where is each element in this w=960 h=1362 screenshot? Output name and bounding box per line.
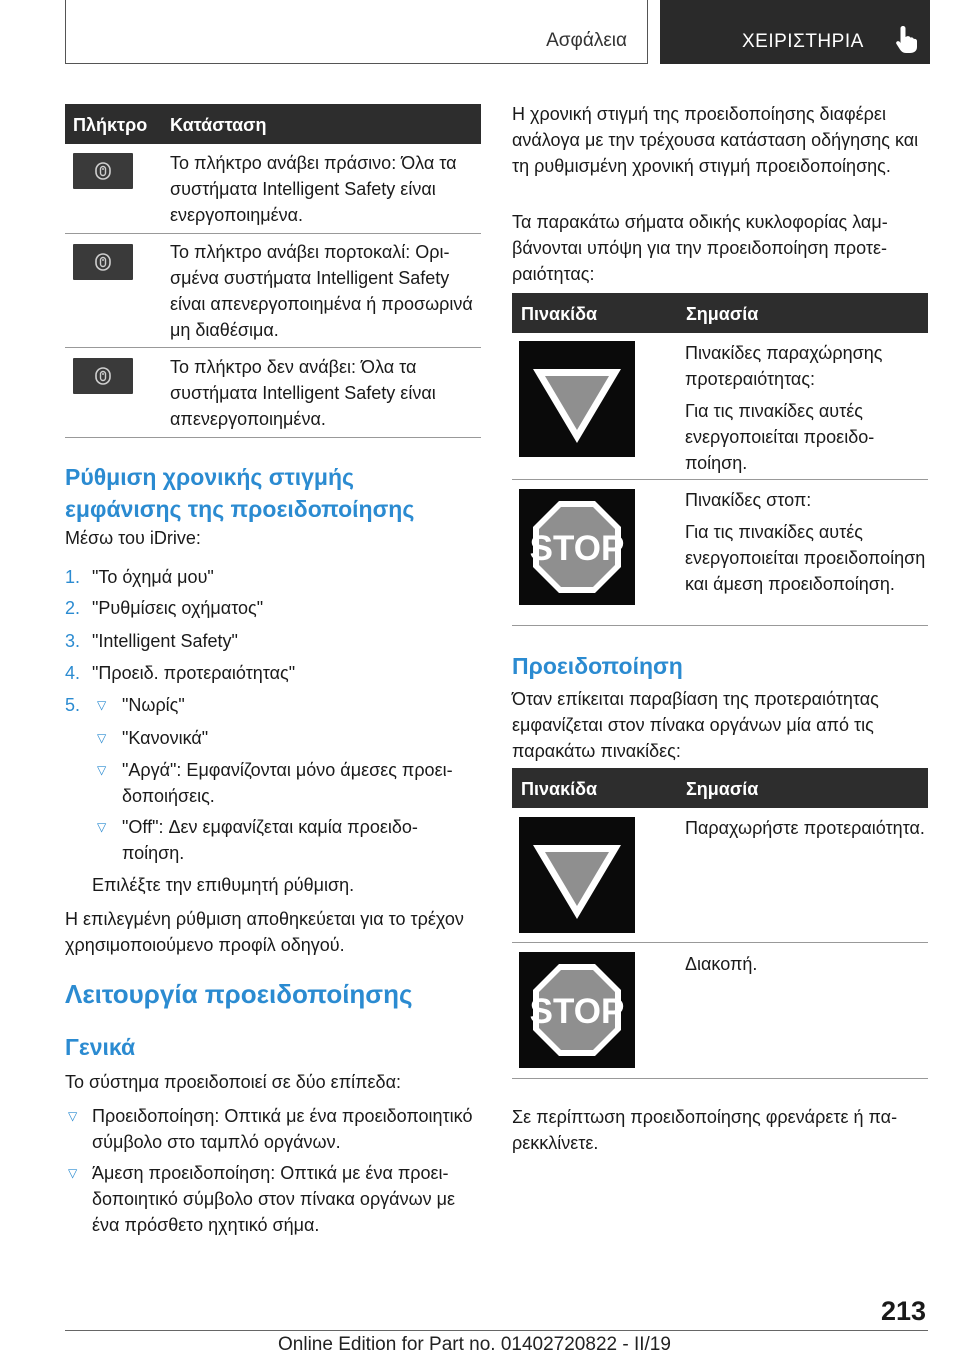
yield-sign-icon: [519, 817, 635, 933]
bullet-triangle-icon: ▽: [68, 1166, 78, 1180]
heading-warning: Προειδοποίηση: [512, 653, 683, 679]
signs-intro-text: Τα παρακάτω σήματα οδικής κυκλοφορίας λαμβάνονται υπόψη για την προειδοποίηση προτεραιότητας:: [512, 212, 888, 284]
step-number: 4.: [65, 663, 81, 683]
saved-profile-text: Η επιλεγμένη ρύθμιση αποθηκεύεται για το τρέχον χρησιμοποιούμενο προφίλ οδηγού.: [65, 909, 464, 955]
list-item: [65, 814, 481, 866]
sign-meaning-text: Παραχωρήστε προτεραιότητα.: [685, 818, 925, 838]
brake-advice-text: Σε περίπτωση προειδοποίησης φρενάρετε ή παρεκκλίνετε.: [512, 1107, 898, 1153]
levels-intro-text: Το σύστημα προειδοποιεί σε δύο επίπεδα:: [65, 1072, 401, 1092]
column-header-meaning: Σημασία: [686, 304, 759, 324]
heading-general: Γενικά: [65, 1034, 136, 1060]
bullet-triangle-icon: ▽: [68, 1109, 78, 1123]
column-header-button: Πλήκτρο: [73, 115, 148, 135]
button-state-text: Το πλήκτρο ανάβει πορτοκαλί: Ορισμένα συστήματα Intelligent Safety είναι απενεργοποιημένα ή προσωρινά μη διαθέσιμα.: [170, 242, 473, 340]
bullet-triangle-icon: ▽: [97, 820, 107, 834]
column-header-sign: Πινακίδα: [521, 304, 598, 324]
stop-sign-text: STOP: [529, 992, 625, 1031]
sign-meaning-text: Για τις πινακίδες αυτές ενεργοποιείται προειδοποίηση.: [685, 401, 875, 473]
button-state-text: Το πλήκτρο δεν ανάβει: Όλα τα συστήματα Intelligent Safety είναι απενεργοποιημένα.: [170, 357, 436, 429]
bullet-triangle-icon: ▽: [97, 763, 107, 777]
bullet-triangle-icon: ▽: [97, 698, 107, 712]
list-item: [65, 757, 481, 809]
via-idrive-text: Μέσω του iDrive:: [65, 528, 201, 548]
heading-warning-timing: Ρύθμιση χρονικής στιγμής εμφάνισης της προειδοποίησης: [65, 464, 415, 522]
warning-intro-text: Όταν επίκειται παραβίαση της προτεραιότητας εμφανίζεται στον πίνακα οργάνων μία από τις παρακάτω πινακίδες:: [512, 689, 879, 761]
select-setting-text: Επιλέξτε την επιθυμητή ρύθμιση.: [92, 875, 355, 895]
option-text: "Αργά": Εμφανίζονται μόνο άμεσες προειδοποιήσεις.: [122, 760, 453, 806]
step-number: 3.: [65, 631, 81, 651]
stop-sign-icon: [519, 952, 635, 1068]
row-divider: [512, 625, 928, 626]
step-text: "Το όχημά μου": [92, 567, 214, 587]
footer-divider: [65, 1330, 928, 1331]
header-section-box: [65, 0, 648, 64]
table-header-signs: [512, 293, 928, 333]
row-divider: [512, 1078, 928, 1079]
heading-warning-function: Λειτουργία προειδοποίησης: [65, 979, 413, 1009]
yield-sign-icon: [519, 341, 635, 457]
sign-name-text: Πινακίδες παραχώρησης προτεραιότητας:: [685, 343, 883, 389]
row-divider: [65, 233, 481, 234]
stop-sign-text: STOP: [529, 529, 625, 568]
step-text: "Προειδ. προτεραιότητας": [92, 663, 296, 683]
column-header-state: Κατάσταση: [170, 115, 267, 135]
edition-text: Online Edition for Part no. 01402720822 - II/19: [278, 1334, 671, 1355]
level-text: Προειδοποίηση: Οπτικά με ένα προειδοποιητικό σύμβολο στο ταμπλό οργάνων.: [92, 1106, 473, 1152]
step-text: "Ρυθμίσεις οχήματος": [92, 598, 264, 618]
list-item: [65, 1103, 481, 1155]
intelligent-safety-button-icon: [73, 358, 133, 394]
sign-name-text: Πινακίδες στοπ:: [685, 490, 812, 510]
level-text: Άμεση προειδοποίηση: Οπτικά με ένα προειδοποιητικό σύμβολο στον πίνακα οργάνων με ένα πρόσθετο ηχητικό σήμα.: [92, 1163, 456, 1235]
bullet-triangle-icon: ▽: [97, 731, 107, 745]
row-divider: [65, 437, 481, 438]
list-item: [65, 1160, 481, 1238]
sign-meaning-text: Για τις πινακίδες αυτές ενεργοποιείται προειδοποίηση και άμεση προειδοποίηση.: [685, 522, 926, 594]
row-divider: [512, 479, 928, 480]
step-text: "Νωρίς": [122, 695, 185, 715]
step-number: 2.: [65, 598, 81, 618]
pointing-hand-icon: [895, 24, 921, 54]
step-number: 1.: [65, 567, 81, 587]
header-chapter-title: ΧΕΙΡΙΣΤΗΡΙΑ: [742, 31, 864, 52]
table-header-buttons: [65, 104, 481, 144]
option-text: "Off": Δεν εμφανίζεται καμία προειδοποίηση.: [122, 817, 418, 863]
step-number: 5.: [65, 695, 81, 715]
step-text: "Intelligent Safety": [92, 631, 238, 651]
intelligent-safety-button-icon: [73, 153, 133, 189]
header-section-title: Ασφάλεια: [546, 30, 627, 51]
stop-sign-icon: [519, 489, 635, 605]
button-state-text: Το πλήκτρο ανάβει πράσινο: Όλα τα συστήματα Intelligent Safety είναι ενεργοποιημένα.: [170, 153, 457, 225]
column-header-sign: Πινακίδα: [521, 779, 598, 799]
row-divider: [65, 347, 481, 348]
option-text: "Κανονικά": [122, 728, 209, 748]
row-divider: [512, 942, 928, 943]
column-header-meaning: Σημασία: [686, 779, 759, 799]
intelligent-safety-button-icon: [73, 244, 133, 280]
sign-meaning-text: Διακοπή.: [685, 954, 758, 974]
table-header-warning-signs: [512, 768, 928, 808]
page-number: 213: [880, 1296, 926, 1326]
header-chapter-tab: [660, 0, 930, 64]
timing-intro-text: Η χρονική στιγμή της προειδοποίησης διαφέρει ανάλογα με την τρέχουσα κατάσταση οδήγησης και τη ρυθμισμένη χρονική στιγμή προειδοποίησης.: [512, 104, 919, 176]
